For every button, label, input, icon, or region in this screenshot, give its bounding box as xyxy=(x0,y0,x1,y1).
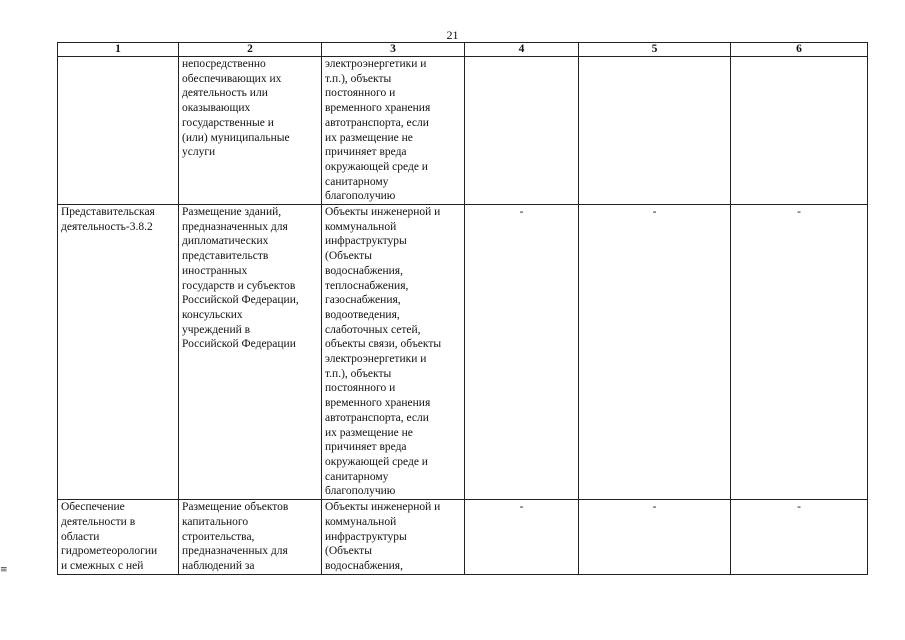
table-cell xyxy=(322,500,465,575)
cell-text: непосредственно обеспечивающих их деятельность или оказывающих государственные и (или) муниципальные услуги xyxy=(182,58,290,159)
table-cell xyxy=(579,205,731,500)
table-cell xyxy=(322,57,465,205)
table-cell xyxy=(179,205,322,500)
column-header-4: 4 xyxy=(465,43,579,57)
table-cell xyxy=(465,205,579,500)
cell-text: Объекты инженерной и коммунальной инфраструктуры (Объекты водоснабжения, xyxy=(325,501,441,572)
cell-text: Представительская деятельность-3.8.2 xyxy=(61,206,155,233)
table-cell xyxy=(579,500,731,575)
column-header-1: 1 xyxy=(58,43,179,57)
table-cell xyxy=(58,500,179,575)
page-number: 21 xyxy=(446,28,459,42)
column-header-5: 5 xyxy=(579,43,731,57)
table-row xyxy=(58,500,868,575)
column-header-2: 2 xyxy=(179,43,322,57)
land-use-table xyxy=(57,42,868,575)
table-container xyxy=(57,42,868,579)
table-header-row xyxy=(58,43,868,57)
table-row xyxy=(58,57,868,205)
cell-text: - xyxy=(519,206,524,219)
cell-text: Обеспечение деятельности в области гидрометеорологии и смежных с ней xyxy=(61,501,158,572)
table-cell xyxy=(731,205,868,500)
margin-mark: ≡ xyxy=(0,565,8,575)
column-header-6: 6 xyxy=(731,43,868,57)
cell-text: Объекты инженерной и коммунальной инфраструктуры (Объекты водоснабжения, теплоснабжения, газоснабжения, водоотведения, слаботочных сетей, объекты связи, объекты электроэнергетики и т.п.), объекты постоянного и временного хранения автотранспорта, если их размещение не причиняет вреда окружающей среде и санитарному благополучию xyxy=(325,206,442,498)
table-cell xyxy=(179,57,322,205)
cell-text: - xyxy=(652,501,657,514)
cell-text: - xyxy=(519,501,524,514)
cell-text: Размещение зданий, предназначенных для дипломатических представительств иностранных государств и субъектов Российской Федерации, консульских учреждений в Российской Федерации xyxy=(182,206,299,351)
table-cell xyxy=(58,57,179,205)
table-cell xyxy=(58,205,179,500)
table-cell xyxy=(579,57,731,205)
table-cell xyxy=(465,500,579,575)
table-cell xyxy=(731,500,868,575)
cell-text: - xyxy=(652,206,657,219)
table-cell xyxy=(179,500,322,575)
table-cell xyxy=(322,205,465,500)
table-cell xyxy=(465,57,579,205)
table-cell xyxy=(731,57,868,205)
table-row xyxy=(58,205,868,500)
cell-text: - xyxy=(797,501,801,514)
cell-text: - xyxy=(797,206,801,219)
cell-text: электроэнергетики и т.п.), объекты постоянного и временного хранения автотранспорта, если их размещение не причиняет вреда окружающей среде и санитарному благополучию xyxy=(325,58,431,203)
cell-text: Размещение объектов капитального строительства, предназначенных для наблюдений за xyxy=(182,501,289,572)
column-header-3: 3 xyxy=(322,43,465,57)
